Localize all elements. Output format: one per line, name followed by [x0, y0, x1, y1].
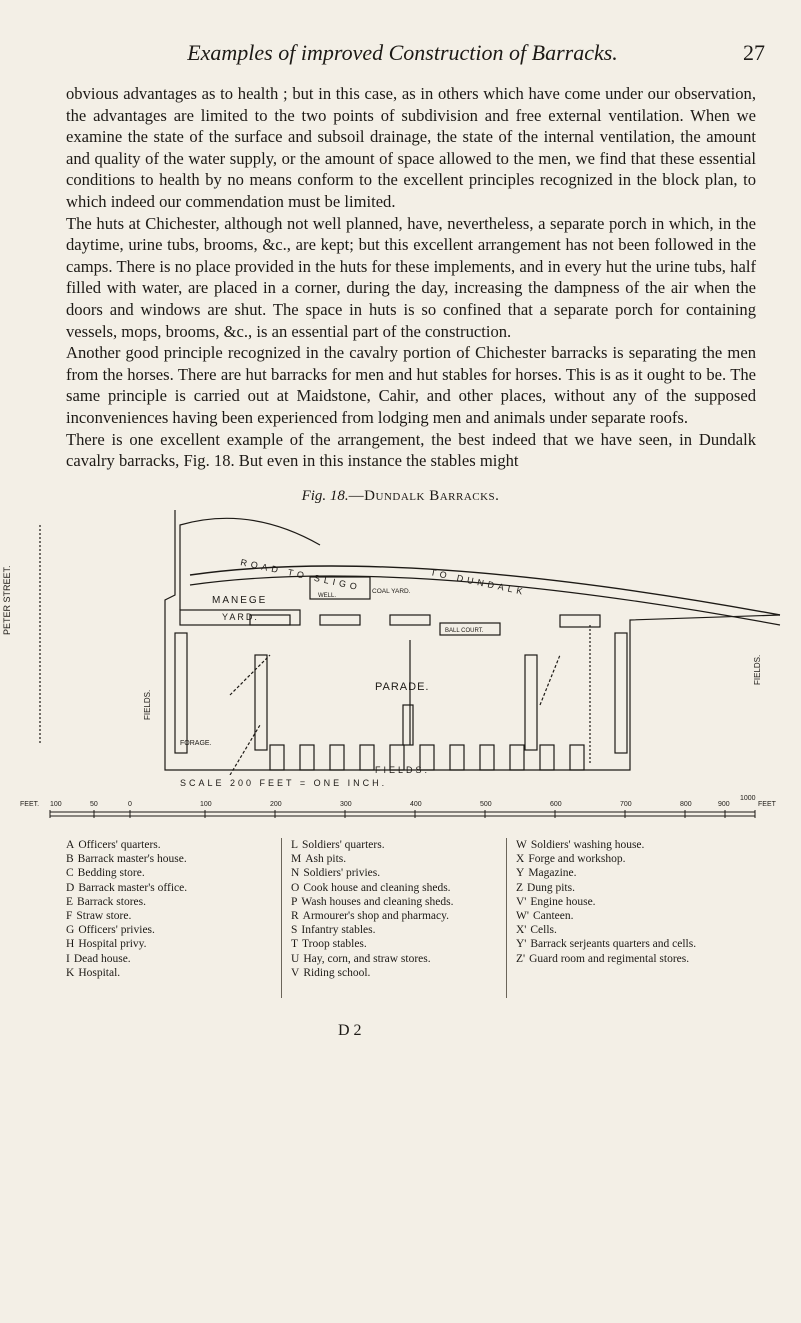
legend-item [291, 852, 521, 866]
barracks-plan [0, 505, 801, 775]
legend-item [516, 923, 766, 937]
left-column [175, 633, 187, 753]
legend-item [66, 881, 246, 895]
legend-text: Troop stables. [302, 938, 367, 951]
legend-key: V' [516, 895, 527, 908]
street-label: PETER STREET. [2, 565, 12, 635]
legend-key: K [66, 966, 75, 979]
legend-item [291, 952, 521, 966]
legend-key: E [66, 895, 74, 908]
legend-text: Soldiers' quarters. [302, 839, 385, 851]
stable [270, 745, 284, 770]
legend-item [516, 895, 766, 909]
legend-item [66, 852, 246, 866]
paragraph: obvious advantages as to health ; but in this case, as in others which have come under our observation, the advantages are limited to the two points of subdivision and free external ventilation. When we examine the state of the surface and subsoil drainage, the state of the internal ventilation, the amount and quality of the water supply, or the amount of space allowed to the men, we find that these essential conditions to health by no means conform to the excellent principles recognized in the block plan, to which indeed our commendation must be limited. [66, 84, 756, 211]
figure-title: —Dundalk Barracks. [348, 488, 500, 504]
legend-key: W [516, 839, 527, 851]
body-text [66, 83, 756, 472]
legend-text: Hospital privy. [78, 938, 147, 951]
legend-divider [506, 838, 507, 998]
path [540, 655, 560, 705]
stable [360, 745, 374, 770]
legend-key: Z' [516, 952, 526, 965]
legend-text: Ash pits. [305, 853, 347, 866]
stable [450, 745, 464, 770]
path [230, 655, 270, 695]
legend-text: Hospital. [78, 966, 121, 979]
top-block-k [560, 615, 600, 627]
legend-key: V [291, 966, 300, 979]
well-label: WELL. [318, 593, 337, 599]
legend-text: Bedding store. [77, 867, 145, 880]
legend-key: Y [516, 867, 525, 880]
legend-item [516, 838, 766, 852]
legend-item [291, 895, 521, 909]
legend-text: Officers' privies. [78, 924, 155, 937]
paragraph: There is one excellent example of the arrangement, the best indeed that we have seen, in Dundalk cavalry barracks, Fig. 18. But even in this instance the stables might [66, 429, 756, 471]
forage-label: FORAGE. [180, 740, 212, 747]
page-number: 27 [743, 40, 765, 65]
legend-item [516, 952, 766, 966]
legend-item [66, 866, 246, 880]
legend-key: X [516, 853, 525, 866]
legend-key: Z [516, 881, 524, 894]
legend-column-1 [66, 838, 246, 980]
legend-item [66, 909, 246, 923]
legend-text: Barrack stores. [77, 895, 147, 908]
stable [330, 745, 344, 770]
scale-tick-label: 600 [550, 801, 562, 808]
legend-item [516, 852, 766, 866]
scale-tick-label: 500 [480, 801, 492, 808]
scale-tick-label: 0 [128, 801, 132, 808]
quarters-left [255, 655, 267, 750]
legend-text: Barrack serjeants quarters and cells. [530, 938, 697, 951]
legend-text: Riding school. [303, 966, 371, 979]
scale-bar [20, 790, 780, 830]
figure-caption [0, 488, 801, 505]
scale-tick-label: 100 [200, 801, 212, 808]
legend-item [291, 966, 521, 980]
parade-label: PARADE. [375, 681, 430, 693]
signature-mark: D 2 [338, 1022, 362, 1039]
legend-item [66, 966, 246, 980]
legend-key: C [66, 867, 74, 880]
legend-key: A [66, 839, 75, 851]
legend-key: P [291, 895, 298, 908]
paragraph: The huts at Chichester, although not well planned, have, nevertheless, a separate porch in which, in the daytime, urine tubs, brooms, &c., are kept; but this excellent arrangement has not been followed in the camps. There is no place provided in the huts for these implements, and in every hut the urine tubs, half filled with water, are placed in a corner, during the day, increasing the dampness of the air when the doors and windows are shut. The space in huts is so confined that a separate porch for containing vessels, mops, brooms, &c., is an essential part of the construction. [66, 213, 756, 341]
legend-text: Infantry stables. [301, 924, 376, 937]
stable [300, 745, 314, 770]
plan-drawing [0, 505, 801, 775]
legend-item [291, 937, 521, 951]
plan-legend [66, 838, 766, 1018]
top-block-3 [390, 615, 430, 625]
legend-key: U [291, 952, 300, 965]
legend-item [291, 923, 521, 937]
scale-tick-label: 400 [410, 801, 422, 808]
legend-item [66, 838, 246, 852]
legend-key: L [291, 839, 299, 851]
legend-key: B [66, 853, 74, 866]
legend-item [291, 909, 521, 923]
legend-item [516, 909, 766, 923]
legend-text: Armourer's shop and pharmacy. [302, 910, 449, 923]
stable [540, 745, 554, 770]
legend-key: N [291, 867, 300, 880]
legend-key: F [66, 910, 73, 923]
running-title: Examples of improved Construction of Barracks. [187, 40, 618, 65]
coal-yard-label: COAL YARD. [372, 588, 411, 595]
legend-item [66, 895, 246, 909]
legend-key: T [291, 938, 299, 951]
road-label-b: TO DUNDALK [429, 567, 528, 598]
top-block-2 [320, 615, 360, 625]
stable [510, 745, 524, 770]
legend-key: X' [516, 924, 527, 937]
legend-text: Soldiers' washing house. [530, 839, 645, 851]
scale-right-label: FEET [758, 801, 776, 808]
legend-text: Cook house and cleaning sheds. [303, 881, 451, 894]
legend-key: S [291, 924, 298, 937]
stable [570, 745, 584, 770]
legend-item [66, 952, 246, 966]
legend-text: Wash houses and cleaning sheds. [301, 895, 454, 908]
legend-text: Soldiers' privies. [303, 867, 381, 880]
yard-label: YARD. [222, 612, 259, 622]
legend-key: W' [516, 910, 529, 923]
scale-caption: SCALE 200 FEET = ONE INCH. [180, 778, 388, 788]
scale-tick-label: 800 [680, 801, 692, 808]
scale-tick-label: 300 [340, 801, 352, 808]
legend-key: D [66, 881, 75, 894]
legend-text: Barrack master's office. [78, 881, 188, 894]
legend-text: Guard room and regimental stores. [529, 952, 690, 965]
legend-text: Hay, corn, and straw stores. [303, 952, 431, 965]
legend-text: Canteen. [532, 910, 574, 923]
road-label: ROAD TO SLIGO [239, 557, 362, 593]
boundary-wall [165, 510, 780, 770]
legend-item [291, 881, 524, 895]
figure-number: Fig. 18. [301, 488, 349, 504]
legend-text: Cells. [530, 924, 557, 937]
paragraph: Another good principle recognized in the cavalry portion of Chichester barracks is separating the men from the horses. There are hut barracks for men and hut stables for horses. This is as it ought to be. The same principle is carried out at Maidstone, Cahir, and other places, without any of the supposed inconveniences having been experienced from lodging men and animals under separate roofs. [66, 343, 756, 427]
legend-item [66, 937, 246, 951]
legend-key: M [291, 853, 302, 866]
legend-item [516, 866, 766, 880]
scale-tick-label: 700 [620, 801, 632, 808]
legend-key: G [66, 924, 75, 937]
legend-text: Engine house. [530, 895, 596, 908]
scale-bar-drawing [20, 790, 780, 830]
legend-column-2 [291, 838, 524, 980]
fields-left-label: FIELDS. [143, 689, 152, 720]
legend-key: Y' [516, 938, 527, 951]
legend-text: Forge and workshop. [528, 853, 626, 866]
legend-item [291, 838, 521, 852]
legend-text: Officers' quarters. [78, 839, 161, 851]
legend-text: Barrack master's house. [77, 853, 187, 866]
scale-left-label: FEET. [20, 801, 40, 808]
scale-tick-label: 900 [718, 801, 730, 808]
legend-key: R [291, 910, 299, 923]
fields-bottom-label: FIELDS. [375, 765, 431, 775]
legend-item [291, 866, 521, 880]
running-header [40, 40, 765, 76]
legend-key: I [66, 952, 70, 965]
scale-tick-label: 50 [90, 801, 98, 808]
scale-tick-label: 1000 [740, 795, 756, 802]
legend-key: H [66, 938, 75, 951]
legend-item [66, 923, 246, 937]
ball-court-label: BALL COURT. [445, 628, 484, 634]
fields-right-label: FIELDS. [753, 654, 762, 685]
legend-text: Dead house. [73, 952, 131, 965]
legend-item [516, 937, 766, 951]
manege-label: MANEGE [212, 595, 268, 606]
scale-tick-label: 200 [270, 801, 282, 808]
legend-text: Dung pits. [527, 881, 575, 894]
scale-tick-label: 100 [50, 801, 62, 808]
legend-text: Magazine. [528, 867, 577, 880]
legend-key: O [291, 881, 300, 894]
stable [480, 745, 494, 770]
legend-divider [281, 838, 282, 998]
legend-text: Straw store. [76, 910, 132, 923]
parade-centre [403, 705, 413, 745]
legend-column-3 [516, 838, 766, 966]
quarters-right [525, 655, 537, 750]
legend-item [516, 881, 766, 895]
right-column [615, 633, 627, 753]
